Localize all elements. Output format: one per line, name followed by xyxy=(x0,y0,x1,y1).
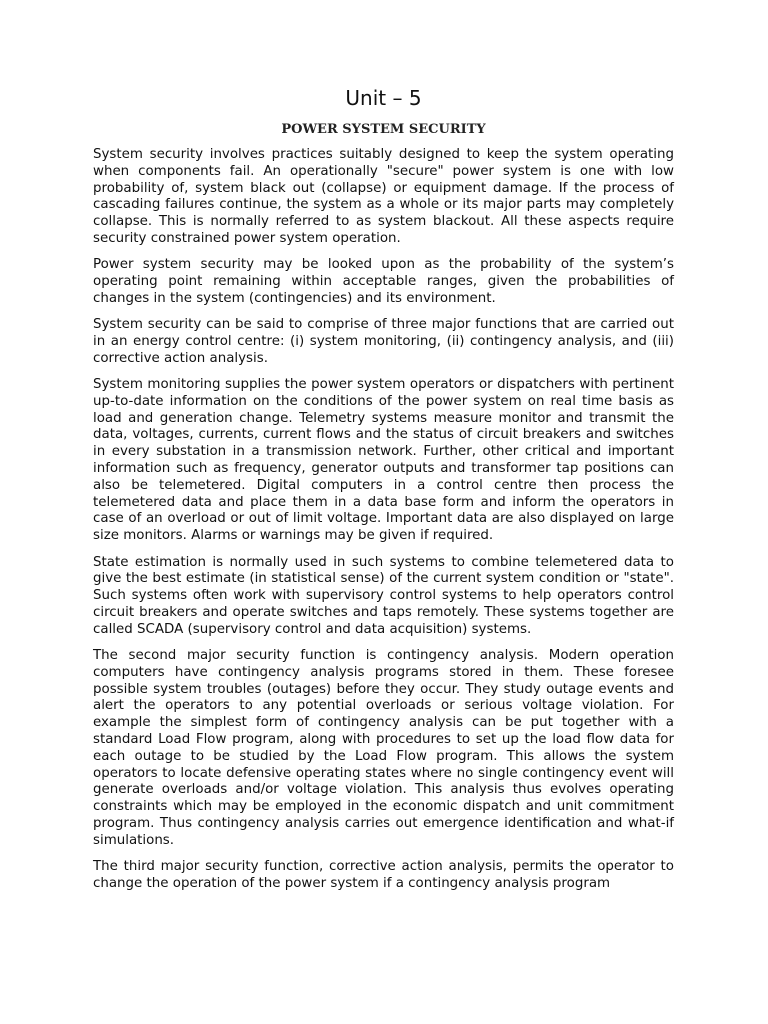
unit-title: Unit – 5 xyxy=(345,86,422,110)
paragraph-contingency: The second major security function is contingency analysis. Modern operation computers have contingency analysis programs stored in them. These foresee possible system troubles (outages) before they occur. They study outage events and alert the operators to any potential overloads or serious voltage violation. For example the simplest form of contingency analysis can be put together with a standard Load Flow program, along with procedures to set up the load flow data for each outage to be studied by the Load Flow program. This allows the system operators to locate defensive operating states where no single contingency event will generate overloads and/or voltage violation. This analysis thus evolves operating constraints which may be employed in the economic dispatch and unit commitment program. Thus contingency analysis carries out emergence identification and what-if simulations. xyxy=(93,648,674,848)
section-title: POWER SYSTEM SECURITY xyxy=(281,122,486,137)
document-page xyxy=(93,84,674,902)
paragraph-monitoring: System monitoring supplies the power system operators or dispatchers with pertinent up-to-date information on the conditions of the power system on real time basis as load and generation change. Telemetry systems measure monitor and transmit the data, voltages, currents, current flows and the status of circuit breakers and switches in every substation in a transmission network. Further, other critical and important information such as frequency, generator outputs and transformer tap positions can also be telemetered. Digital computers in a control centre then process the telemetered data and place them in a data base form and inform the operators in case of an overload or out of limit voltage. Important data are also displayed on large size monitors. Alarms or warnings may be given if required. xyxy=(93,377,674,544)
paragraph-corrective: The third major security function, corrective action analysis, permits the operator to change the operation of the power system if a contingency analysis program xyxy=(93,859,674,891)
paragraph-definition: Power system security may be looked upon as the probability of the system’s operating point remaining within acceptable ranges, given the probabilities of changes in the system (contingencies) and its environment. xyxy=(93,257,674,306)
paragraph-state-estimation: State estimation is normally used in such systems to combine telemetered data to give the best estimate (in statistical sense) of the current system condition or "state". Such systems often work with supervisory control systems to help operators control circuit breakers and operate switches and taps remotely. These systems together are called SCADA (supervisory control and data acquisition) systems. xyxy=(93,554,674,637)
paragraph-functions: System security can be said to comprise of three major functions that are carried out in an energy control centre: (i) system monitoring, (ii) contingency analysis, and (iii) corrective action analysis. xyxy=(93,317,674,366)
paragraph-intro: System security involves practices suitably designed to keep the system operating when components fail. An operationally "secure" power system is one with low probability of, system black out (collapse) or equipment damage. If the process of cascading failures continue, the system as a whole or its major parts may completely collapse. This is normally referred to as system blackout. All these aspects require security constrained power system operation. xyxy=(93,147,674,246)
